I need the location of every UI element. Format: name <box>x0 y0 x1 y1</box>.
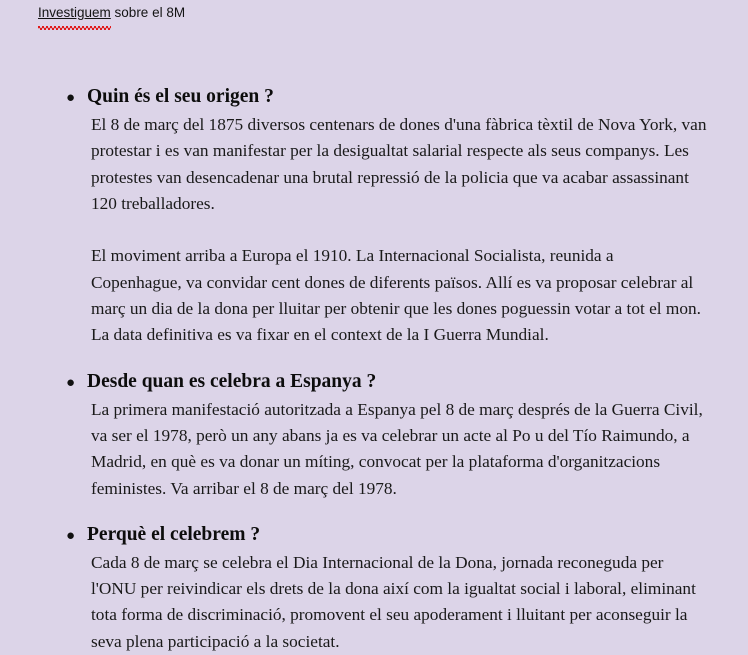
paragraph: Cada 8 de març se celebra el Dia Internacional de la Dona, jornada reconeguda per l'ONU per reivindicar els drets de la dona així com la igualtat social i laboral, eliminant tota forma de discriminació, promovent el seu apoderament i lluitant per aconseguir la seva plena participació a la societat. <box>91 552 696 651</box>
paragraph-spacer <box>0 217 748 243</box>
document-title-underlined-word: Investiguem <box>38 0 111 26</box>
document-title-line <box>0 0 748 26</box>
section-heading-espanya <box>0 368 748 397</box>
bullet-icon: ● <box>66 374 76 391</box>
section-espanya <box>0 368 748 502</box>
bullet-icon: ● <box>66 90 76 106</box>
document-body <box>0 26 748 655</box>
paragraph: El moviment arriba a Europa el 1910. La Internacional Socialista, reunida a Copenhague, va convidar cent dones de diferents països. Allí es va proposar celebrar al març un dia de la dona per lluitar per obtenir que les dones poguessin votar a tot el mon. La data definitiva es va fixar en el context de la I Guerra Mundial. <box>91 246 701 345</box>
section-heading-origen <box>0 83 748 112</box>
section-origen <box>0 83 748 349</box>
section-heading-text: Quin és el seu origen ? <box>87 86 274 107</box>
bullet-icon: ● <box>66 527 76 544</box>
section-heading-text: Perquè el celebrem ? <box>87 523 261 545</box>
top-spacer <box>0 26 748 83</box>
section-heading-perque <box>0 521 748 550</box>
paragraph: El 8 de març del 1875 diversos centenars de dones d'una fàbrica tèxtil de Nova York, van protestar i es van manifestar per la desigualtat salarial respecte als seus companys. Les protestes van desencadenar una brutal repressió de la policia que va acabar assassinant 120 treballadores. <box>91 115 707 213</box>
section-spacer <box>0 502 748 521</box>
paragraph: La primera manifestació autoritzada a Espanya pel 8 de març després de la Guerra Civil, va ser el 1978, però un any abans ja es va celebrar un acte al Po u del Tío Raimundo, a Madrid, en què es va donar un míting, convocat per la plataforma d'organitzacions feministes. Va arribar el 8 de març del 1978. <box>91 399 703 498</box>
document-title-rest: sobre el 8M <box>110 5 186 20</box>
section-spacer <box>0 349 748 368</box>
section-heading-text: Desde quan es celebra a Espanya ? <box>87 370 377 392</box>
section-perque <box>0 521 748 655</box>
